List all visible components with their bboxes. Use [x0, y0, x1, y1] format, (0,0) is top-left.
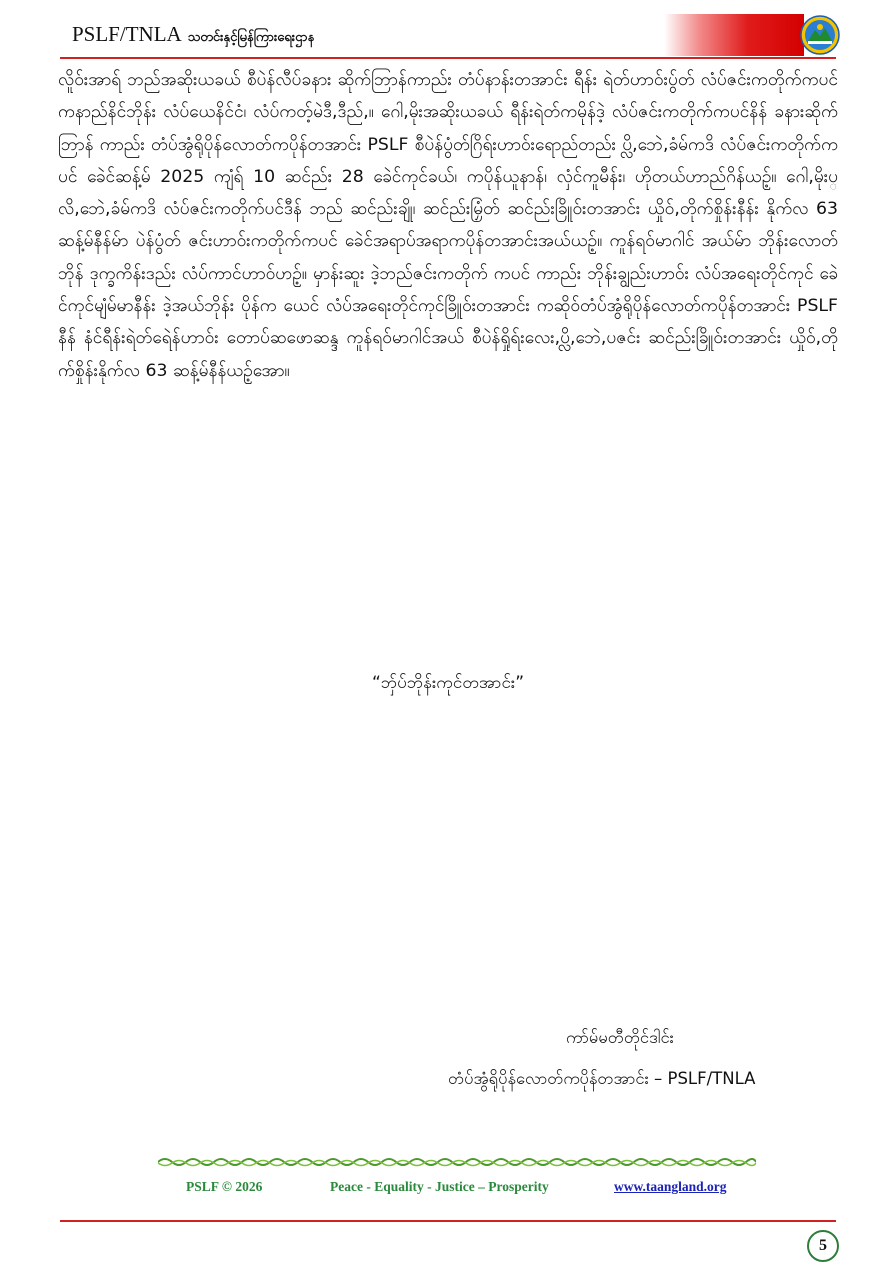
statement-paragraph: လိူဝ်းအာရ် ဘည်အဆိုးယခယ် စီပဲန်လီပ်ခနား ဆိုက်ဘြာန်ကာည်း တံပ်နာန်းတအာင်း ရီန်း ရဲတ်ဟာဝ်းပွ်တ် လံပ်ဇင်းကတိုက်ကပင် ကနာည်နိင်ဘိုန်း လံပ်ယေနိင်ငံ၊ လံပ်ကတ့်မဲဒီ,ဒီည်,။ ဂေါ,မိုးအဆိုးယခယ် ရီန်းရဲတ်ကမိုန်ဒဲ့ လံပ်ဇင်းကတိုက်ကပင်နိန် ခနားဆိုက်ဘြာန် ကာည်း တံပ်အွံရိုပိုန်လောတ်ကပိုန်တအာင်း PSLF စီပဲန်ပွံတ်ဂြိရ်းဟာဝ်းရောည်တည်း ပ္လိ,ဘေဲ,ခံမ်ကဒိ လံပ်ဇင်းကတိုက်ကပင် ခေဲင်ဆန့်မ် 2025 ကျံရ် 10 ဆင်ည်း 28 ခေဲင်ကုင်ခယ်၊ ကပိုန်ယူနာန်၊ လှံင်ကူမီန်း၊ ဟိုတယ်ဟာည်ဂိန်ယဉ့်။ ဂေါ,မိုးပ္လိ,ဘေဲ,ခံမ်ကဒိ လံပ်ဇင်းကတိုက်ပင်ဒီန် ဘည် ဆင်ည်းချို၊ ဆင်ည်းမြှံတ် ဆင်ည်းခြိူဝ်းတအာင်း ယှိုဝ်,တိုက်စှိုန်းနီန်း နိုက်လ 63 ဆန့်မ်နီန်မ်ာ ပဲန်ပွံတ် ဇင်းဟာဝ်းကတိုက်ကပင် ခေဲင်အရာပ်အရာကပိုန်တအာင်းအယ်ယဉ့်။ ကူန်ရဝ်မာဂါင် အယ်မ်ာ ဘိုန်းလောတ်ဘိုန် ဒုက္ခကိန်းဒည်း လံပ်ကာင်ဟာဝ်ဟဉ့်။ မှာန်းဆူး ဒဲ့ဘည်ဇင်းကတိုက် ကပင် ကာည်း ဘိုန်းချွည်းဟာဝ်း လံပ်အရေးတိုင်ကုင် ခေဲင်ကုင်မျံမ်မာနီန်း ဒဲ့အယ်ဘိုန်း ပိုန်က ယေင် လံပ်အရေးတိုင်ကုင်ခြိူဝ်းတအာင်း ကဆိုဝ်တံပ်အွံရိုပိုန်လောတ်ကပိုန်တအာင်း PSLF နီန် နံင်ရီန်းရဲတ်ရေဲန်ဟာဝ်း တောပ်ဆဖောဆန္ဒ ကူန်ရဝ်မာဂါင်အယ် စီပဲန်ရှိုရ်းလေး,ပ္လိ,ဘေဲ,ပဇင်း ဆင်ည်းခြိူဝ်းတအာင်း ယှိုဝ်,တိုက်စှိုန်းနိုက်လ 63 ဆန့်မ်နီန်ယဉ့်အော။: [58, 70, 838, 381]
footer-copyright: PSLF © 2026: [186, 1179, 263, 1194]
organization-emblem-icon: [800, 15, 840, 55]
page-header: [0, 0, 896, 62]
header-department: သတင်းနှင့်မြန်ကြားရေးဌာန: [187, 30, 315, 45]
signature-organization: တံပ်အွံရိုပိုန်လောတ်ကပိုန်တအာင်း – PSLF/TNLA: [448, 1069, 756, 1088]
header-divider: [60, 57, 836, 59]
header-red-band: [664, 14, 804, 56]
footer-divider: [60, 1220, 836, 1222]
page-number: 5: [807, 1230, 839, 1262]
statement-body: [58, 64, 838, 387]
signature-committee: ကာ်မ်မတီတိုင်ဒါင်း: [566, 1028, 674, 1047]
footer-website-link[interactable]: www.taangland.org: [614, 1179, 727, 1194]
header-title: [72, 22, 314, 48]
header-org-name: PSLF/TNLA: [72, 22, 182, 46]
closing-slogan: “ဘှ်ပ်ဘိုန်းကုင်တအာင်း”: [371, 673, 525, 693]
footer-motto: Peace - Equality - Justice – Prosperity: [330, 1179, 549, 1194]
page-footer: [0, 1176, 896, 1198]
decorative-vine-divider: [158, 1154, 756, 1170]
